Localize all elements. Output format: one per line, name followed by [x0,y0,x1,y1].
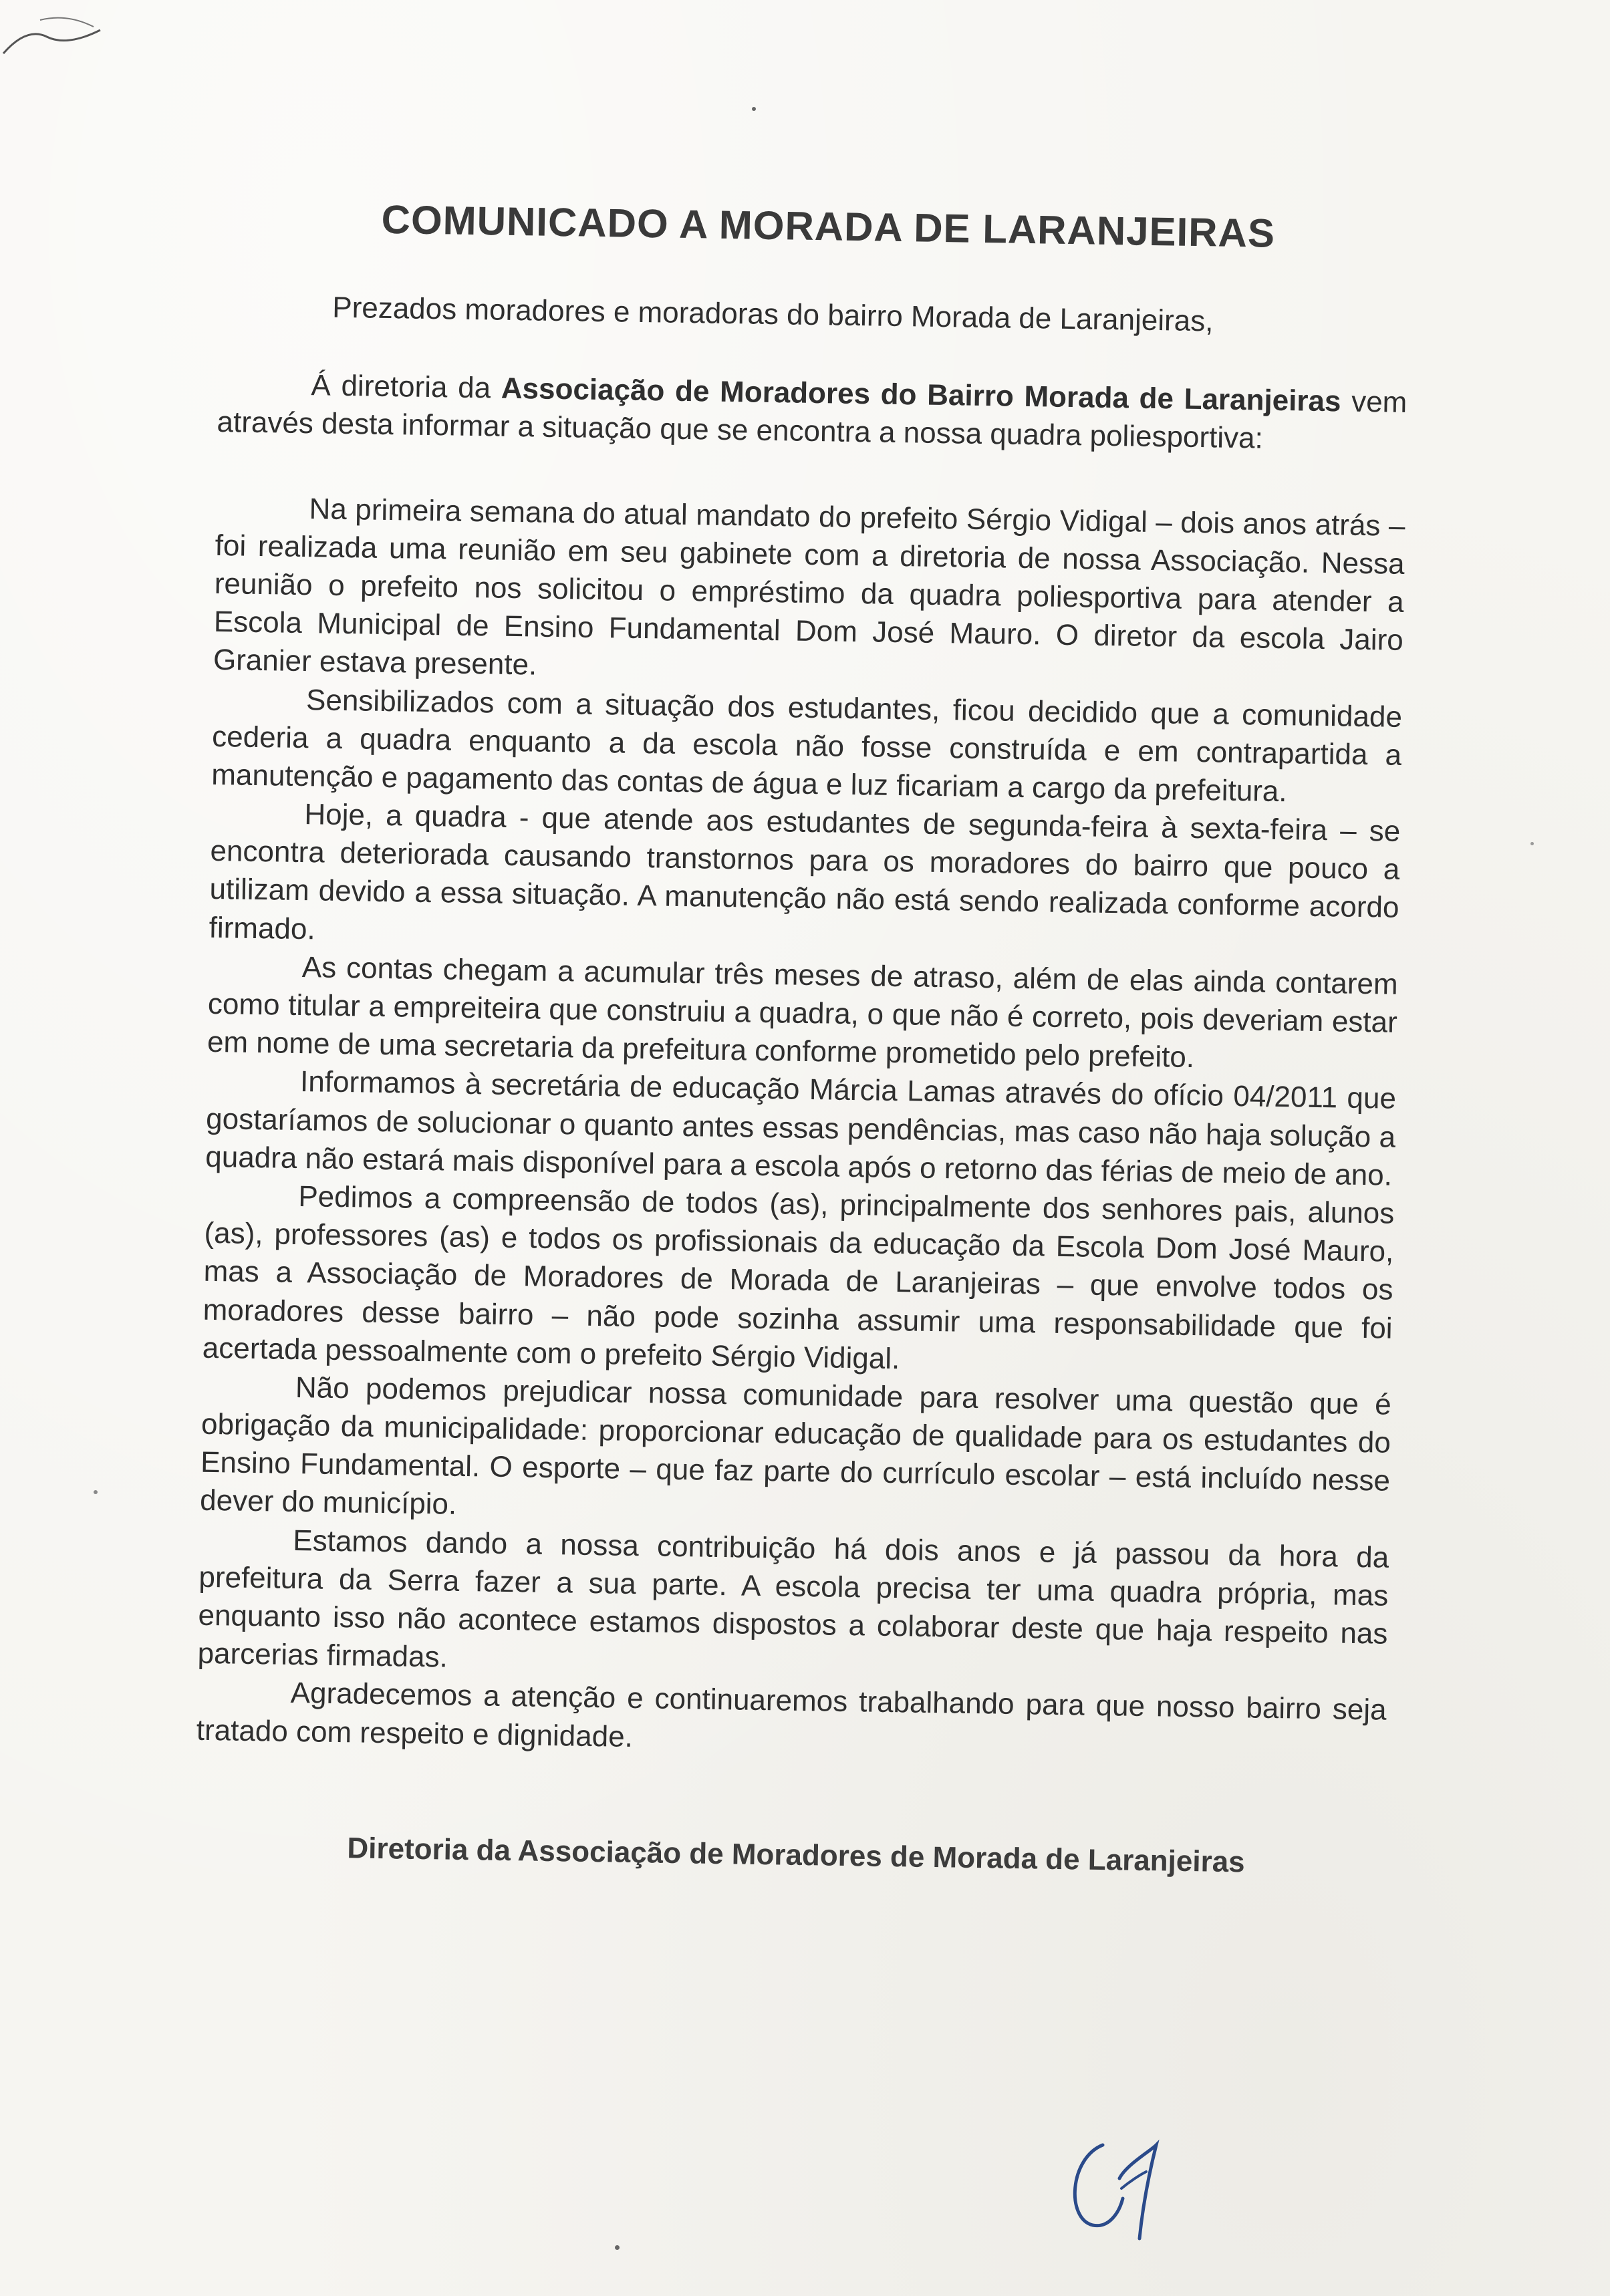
paragraph-thanks: Agradecemos a atenção e continuaremos trabalhando para que nosso bairro seja tratado com respeito e dignidade. [196,1677,1387,1753]
paragraph-official-letter: Informamos à secretária de educação Márcia Lamas através do ofício 04/2011 que gostaríamos de solucionar o quanto antes essas pendências, mas caso não haja solução a quadra não estará mais disponível para a escola após o retorno das férias de meio de ano. [205,1065,1397,1192]
paragraph-agreement: Sensibilizados com a situação dos estudantes, ficou decidido que a comunidade cederia a quadra enquanto a da escola não fosse construída e em contrapartida a manutenção e pagamento das contas de água e luz ficariam a cargo da prefeitura. [211,683,1403,809]
intro-text-before: Á diretoria da [311,369,502,405]
association-name: Associação de Moradores do Bairro Morada de Laranjeiras [501,372,1341,418]
handwritten-initials-mark [1056,2125,1183,2252]
document-title: COMUNICADO A MORADA DE LARANJEIRAS [381,196,1276,256]
paragraph-contribution: Estamos dando a nossa contribuição há dois anos e já passou da hora da prefeitura da Serra fazer a sua parte. A escola precisa ter uma quadra própria, mas enquanto isso não acontece estamos dispostos a colaborar deste que haja respeito nas parcerias firmadas. [197,1524,1389,1674]
paper-speck [94,1490,98,1494]
paper-speck [752,107,756,111]
paragraph-obligation: Não podemos prejudicar nossa comunidade para resolver uma questão que é obrigação da municipalidade: proporcionar educação de qualidade para os estudantes do Ensino Fundamental. O esporte – que faz parte do currículo escolar – está incluído nesse dever do município. [199,1371,1392,1522]
paragraph-meeting: Na primeira semana do atual mandato do prefeito Sérgio Vidigal – dois anos atrás – foi realizada uma reunião em seu gabinete com a diretoria de nossa Associação. Nessa reunião o prefeito nos solicitou o empréstimo da quadra poliesportiva para atender a Escola Municipal de Ensino Fundamental Dom José Mauro. O diretor da escola Jairo Granier estava presente. [213,492,1405,682]
paragraph-bills: As contas chegam a acumular três meses de atraso, além de elas ainda contarem como titular a empreiteira que construiu a quadra, o que não é correto, pois deveriam estar em nome de uma secretaria da prefeitura conforme prometido pelo prefeito. [207,950,1399,1074]
intro-text-after: vem através desta informar a situação que se encontra a nossa quadra poliesportiva: [217,385,1407,455]
paper-speck [1530,842,1534,845]
signature-line: Diretoria da Associação de Moradores de Morada de Laranjeiras [347,1832,1245,1879]
paper-speck [615,2245,620,2250]
intro-paragraph [217,365,1407,460]
paragraph-understanding: Pedimos a compreensão de todos (as), principalmente dos senhores pais, alunos (as), professores (as) e todos os profissionais da educação da Escola Dom José Mauro, mas a Associação de Moradores de Morada de Laranjeiras – que envolve todos os moradores desse bairro – não pode sozinha assumir uma responsabilidade que foi acertada pessoalmente com o prefeito Sérgio Vidigal. [202,1179,1395,1375]
paragraph-deterioration: Hoje, a quadra - que atende aos estudantes de segunda-feira à sexta-feira – se encontra deteriorada causando transtornos para os moradores do bairro que pouco a utilizam devido a essa situação. A manutenção não está sendo realizada conforme acordo firmado. [209,798,1401,946]
document-body [194,194,1410,1910]
greeting-line: Prezados moradores e moradoras do bairro Morada de Laranjeiras, [331,291,1214,338]
corner-scratch-mark [0,0,174,80]
